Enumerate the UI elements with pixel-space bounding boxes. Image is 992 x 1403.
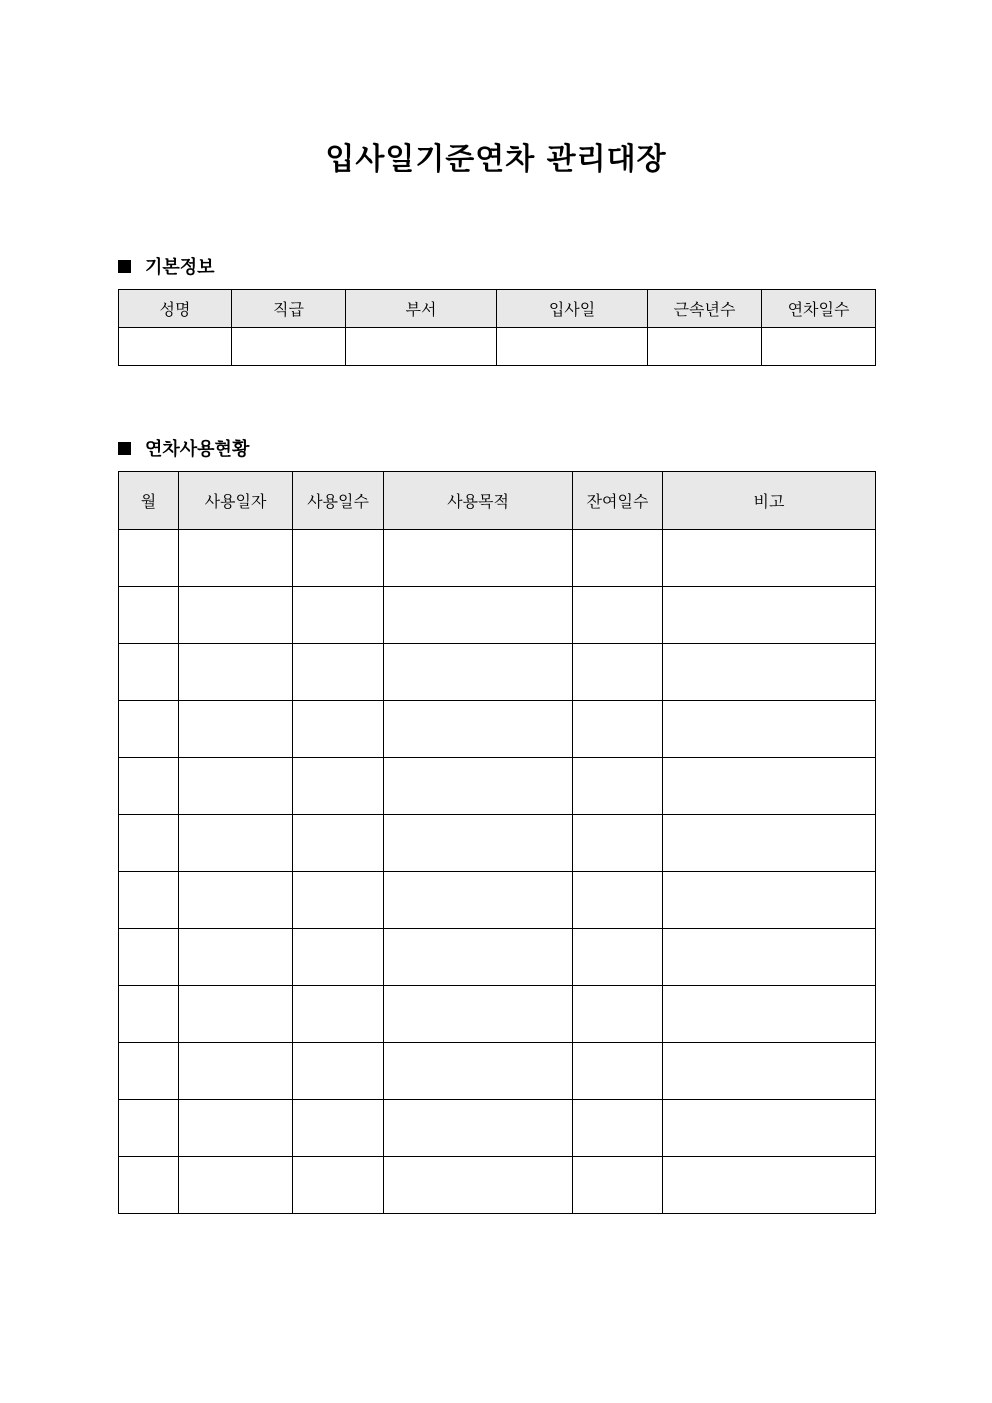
col-header-month: 월 xyxy=(119,472,179,530)
table-row xyxy=(119,986,876,1043)
usage-date-cell[interactable] xyxy=(179,530,293,587)
usage-purpose-cell[interactable] xyxy=(384,1157,573,1214)
usage-date-cell[interactable] xyxy=(179,701,293,758)
department-cell[interactable] xyxy=(346,328,497,366)
usage-purpose-cell[interactable] xyxy=(384,701,573,758)
position-cell[interactable] xyxy=(232,328,346,366)
usage-purpose-cell[interactable] xyxy=(384,872,573,929)
usage-date-cell[interactable] xyxy=(179,758,293,815)
month-cell[interactable] xyxy=(119,644,179,701)
usage-days-cell[interactable] xyxy=(293,929,384,986)
table-row xyxy=(119,758,876,815)
table-row xyxy=(119,1157,876,1214)
remarks-cell[interactable] xyxy=(663,872,876,929)
usage-date-cell[interactable] xyxy=(179,587,293,644)
month-cell[interactable] xyxy=(119,701,179,758)
remaining-days-cell[interactable] xyxy=(573,530,663,587)
month-cell[interactable] xyxy=(119,815,179,872)
table-row xyxy=(119,1100,876,1157)
leave-usage-header-row xyxy=(119,472,876,530)
table-row xyxy=(119,644,876,701)
col-header-remaining-days: 잔여일수 xyxy=(573,472,663,530)
remarks-cell[interactable] xyxy=(663,1157,876,1214)
usage-purpose-cell[interactable] xyxy=(384,587,573,644)
remaining-days-cell[interactable] xyxy=(573,1157,663,1214)
square-bullet-icon xyxy=(118,442,131,455)
usage-days-cell[interactable] xyxy=(293,644,384,701)
remarks-cell[interactable] xyxy=(663,701,876,758)
table-row xyxy=(119,872,876,929)
usage-days-cell[interactable] xyxy=(293,1043,384,1100)
section-heading-usage xyxy=(118,435,249,461)
usage-date-cell[interactable] xyxy=(179,1157,293,1214)
remaining-days-cell[interactable] xyxy=(573,587,663,644)
month-cell[interactable] xyxy=(119,1100,179,1157)
remarks-cell[interactable] xyxy=(663,986,876,1043)
col-header-remarks: 비고 xyxy=(663,472,876,530)
basic-info-table xyxy=(118,289,876,366)
years-of-service-cell[interactable] xyxy=(648,328,762,366)
remaining-days-cell[interactable] xyxy=(573,701,663,758)
remarks-cell[interactable] xyxy=(663,587,876,644)
remaining-days-cell[interactable] xyxy=(573,758,663,815)
month-cell[interactable] xyxy=(119,1157,179,1214)
section-heading-basic xyxy=(118,253,215,279)
join-date-cell[interactable] xyxy=(497,328,648,366)
usage-purpose-cell[interactable] xyxy=(384,1100,573,1157)
remaining-days-cell[interactable] xyxy=(573,1043,663,1100)
remaining-days-cell[interactable] xyxy=(573,986,663,1043)
remarks-cell[interactable] xyxy=(663,1100,876,1157)
usage-days-cell[interactable] xyxy=(293,530,384,587)
col-header-position: 직급 xyxy=(232,290,346,328)
usage-purpose-cell[interactable] xyxy=(384,530,573,587)
basic-info-header-row xyxy=(119,290,876,328)
usage-days-cell[interactable] xyxy=(293,758,384,815)
usage-purpose-cell[interactable] xyxy=(384,815,573,872)
leave-usage-body xyxy=(119,530,876,1214)
table-row xyxy=(119,1043,876,1100)
remarks-cell[interactable] xyxy=(663,1043,876,1100)
page-title: 입사일기준연차 관리대장 xyxy=(325,142,667,177)
usage-date-cell[interactable] xyxy=(179,929,293,986)
month-cell[interactable] xyxy=(119,758,179,815)
usage-days-cell[interactable] xyxy=(293,872,384,929)
month-cell[interactable] xyxy=(119,986,179,1043)
usage-purpose-cell[interactable] xyxy=(384,758,573,815)
usage-days-cell[interactable] xyxy=(293,986,384,1043)
square-bullet-icon xyxy=(118,260,131,273)
month-cell[interactable] xyxy=(119,587,179,644)
col-header-department: 부서 xyxy=(346,290,497,328)
usage-date-cell[interactable] xyxy=(179,1100,293,1157)
month-cell[interactable] xyxy=(119,929,179,986)
usage-days-cell[interactable] xyxy=(293,1100,384,1157)
col-header-name: 성명 xyxy=(119,290,232,328)
usage-date-cell[interactable] xyxy=(179,872,293,929)
usage-purpose-cell[interactable] xyxy=(384,986,573,1043)
usage-date-cell[interactable] xyxy=(179,986,293,1043)
usage-days-cell[interactable] xyxy=(293,701,384,758)
basic-info-entry-row xyxy=(119,328,876,366)
table-row xyxy=(119,587,876,644)
table-row xyxy=(119,701,876,758)
remaining-days-cell[interactable] xyxy=(573,644,663,701)
remaining-days-cell[interactable] xyxy=(573,815,663,872)
remaining-days-cell[interactable] xyxy=(573,1100,663,1157)
remarks-cell[interactable] xyxy=(663,929,876,986)
usage-days-cell[interactable] xyxy=(293,587,384,644)
remarks-cell[interactable] xyxy=(663,758,876,815)
usage-date-cell[interactable] xyxy=(179,1043,293,1100)
usage-purpose-cell[interactable] xyxy=(384,1043,573,1100)
col-header-usage-purpose: 사용목적 xyxy=(384,472,573,530)
month-cell[interactable] xyxy=(119,1043,179,1100)
col-header-join-date: 입사일 xyxy=(497,290,648,328)
table-row xyxy=(119,815,876,872)
col-header-usage-date: 사용일자 xyxy=(179,472,293,530)
remarks-cell[interactable] xyxy=(663,530,876,587)
annual-leave-days-cell[interactable] xyxy=(762,328,876,366)
leave-usage-table xyxy=(118,471,876,1214)
month-cell[interactable] xyxy=(119,530,179,587)
remarks-cell[interactable] xyxy=(663,644,876,701)
col-header-annual-leave-days: 연차일수 xyxy=(762,290,876,328)
month-cell[interactable] xyxy=(119,872,179,929)
table-row xyxy=(119,929,876,986)
usage-days-cell[interactable] xyxy=(293,815,384,872)
usage-purpose-cell[interactable] xyxy=(384,929,573,986)
remaining-days-cell[interactable] xyxy=(573,872,663,929)
usage-date-cell[interactable] xyxy=(179,815,293,872)
usage-days-cell[interactable] xyxy=(293,1157,384,1214)
usage-purpose-cell[interactable] xyxy=(384,644,573,701)
col-header-years-of-service: 근속년수 xyxy=(648,290,762,328)
section-heading-usage-label: 연차사용현황 xyxy=(145,439,250,460)
usage-date-cell[interactable] xyxy=(179,644,293,701)
table-row xyxy=(119,530,876,587)
name-cell[interactable] xyxy=(119,328,232,366)
col-header-usage-days: 사용일수 xyxy=(293,472,384,530)
remarks-cell[interactable] xyxy=(663,815,876,872)
section-heading-basic-label: 기본정보 xyxy=(145,257,215,278)
remaining-days-cell[interactable] xyxy=(573,929,663,986)
